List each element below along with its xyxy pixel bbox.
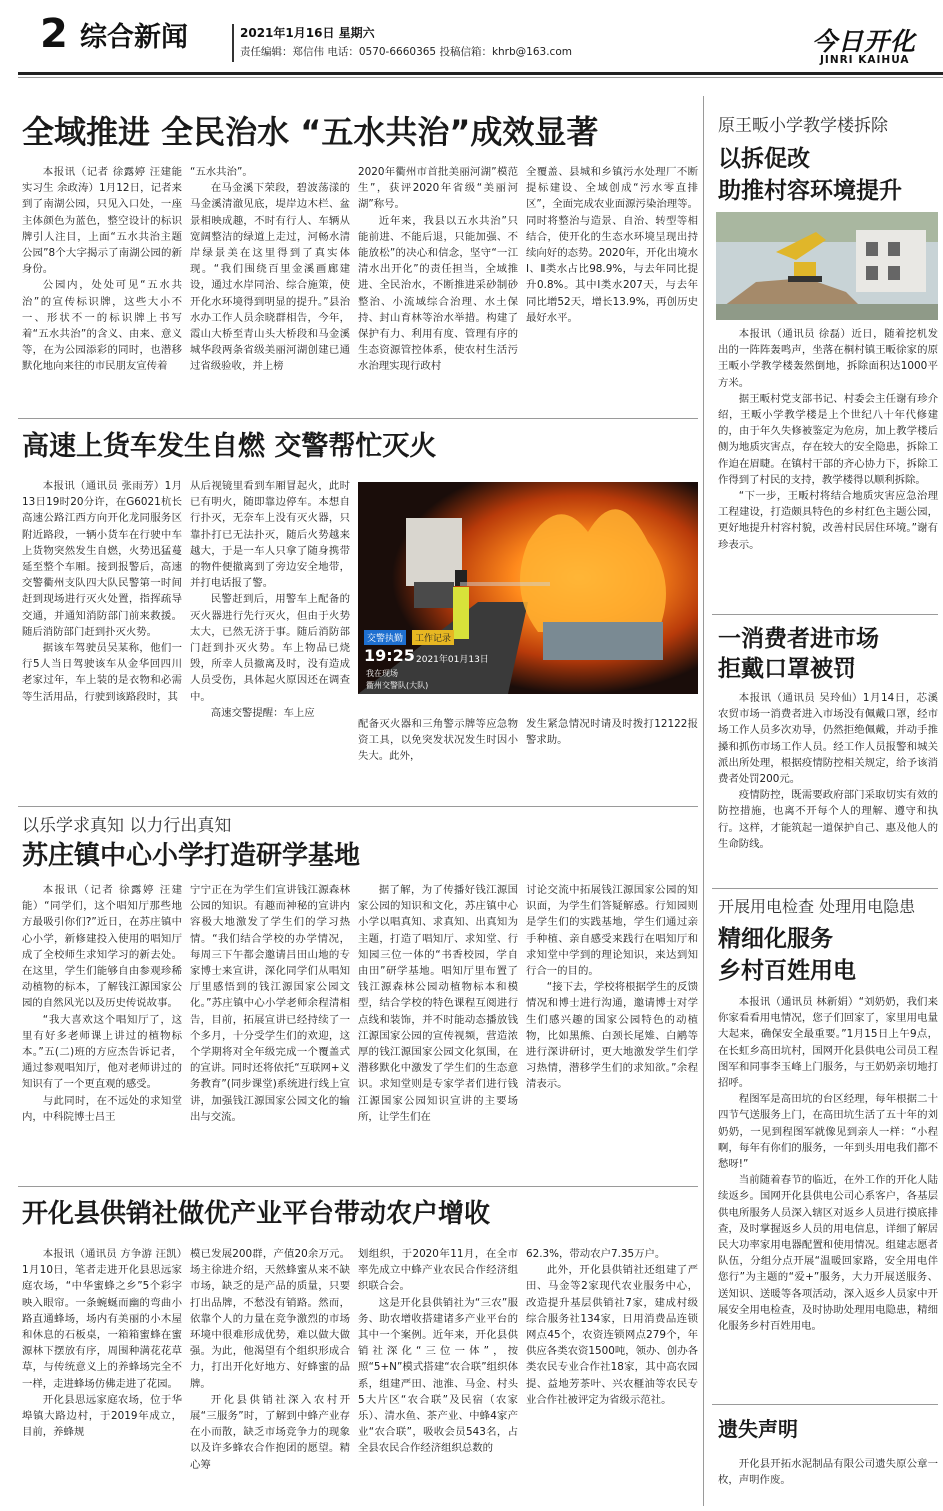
paragraph: 程图军是高田坑的台区经理，每年根据二十四节气送服务上门，在高田坑生活了五十年的刘奶奶，一见到程图军就像见到亲人一样：“小程啊，每年有你们的服务，一年到头用电我们都不愁呀!” <box>718 1093 938 1171</box>
article3-headline: 苏庄镇中心小学打造研学基地 <box>22 841 361 871</box>
sidebar-divider <box>703 96 704 1506</box>
paragraph: 配备灭火器和三角警示牌等应急物资工具，以免突发状况发生时因小失大。此外， <box>358 718 518 763</box>
sidebar2-body <box>718 690 938 880</box>
paragraph: 开化县供销社深入农村开展“三服务”时，了解到中蜂产业存在小而散，缺乏市场竞争力的现象以及许多蜂农合作抱团的愿望。精心筹 <box>190 1393 350 1471</box>
paragraph: 讨论交流中拓展钱江源国家公园的知识面，为学生们答疑解惑。行知园则是学生们的实践基地，学生们通过亲手种植、亲自感受来践行在唱知厅和求知堂中学到的理论知识，来达到知行合一的目的。 <box>526 884 698 978</box>
paragraph: 疫情防控，既需要政府部门采取切实有效的防控措施，也离不开每个人的理解、遵守和执行。这样，才能筑起一道保护自己、惠及他人的生命防线。 <box>718 789 938 850</box>
paragraph: 本报讯（通讯员 吴玲仙）1月14日，芯溪农贸市场一消费者进入市场没有佩戴口罩，经市场工作人员多次劝导，仍然拒绝佩戴，并动手推搡和抓伤市场工作人员。经工作人员报警和城关派出所处理，根据疫情防控相关规定，给予该消费者处罚200元。 <box>718 692 938 786</box>
article4-col1 <box>22 1246 182 1504</box>
paragraph: 本报讯（通讯员 徐磊）近日，随着挖机发出的一阵阵轰鸣声，坐落在桐村镇王畈徐家的原王畈小学教学楼轰然倒地，拆除面积达1000平方米。 <box>718 328 938 389</box>
photo-overlay-time: 19:25 <box>364 646 415 665</box>
divider <box>712 1404 938 1405</box>
article3-col3 <box>358 882 518 1180</box>
paragraph: 当前随着春节的临近，在外工作的开化人陆续返乡。国网开化县供电公司心系客户，各基层供电所服务人员深入辖区对返乡人员进行摸底排查，及时掌握返乡人员的用电信息，详细了解居民大功率家用电器配置和使用情况。组建志愿者队伍，分组分点开展“温暖回家路，安全用电伴您行”为主题的“爱+”服务，大力开展送服务、送知识、送暖等各项活动，深入返乡人员家中开展安全用电检查，及时协助处理用电隐患，精细化服务乡村百姓用电。 <box>718 1174 938 1333</box>
article1-col1 <box>22 164 182 410</box>
article2-headline: 高速上货车发生自燃 交警帮忙灭火 <box>22 431 437 462</box>
article2-col4 <box>526 716 698 798</box>
article4-col3 <box>358 1246 518 1504</box>
notice-headline: 遗失声明 <box>718 1417 798 1441</box>
paragraph: 公园内，处处可见“五水共治”的宣传标识牌，这些大小不一、形状不一的标识牌上书写着“五水共治”的含义、由来、意义等，在为公园添彩的同时，也潜移默化地向来往的市民朋友宣传着 <box>22 279 182 373</box>
paragraph: 模已发展200群，产值20余万元。场主徐进介绍，天然蜂蜜从来不缺市场，缺乏的是产品的质量，只要打出品牌，不愁没有销路。然而，依靠个人的力量在竞争激烈的市场环境中很难形成优势，难以做大做强。为此，他渴望有个组织形成合力，打出开化好地方、好蜂蜜的品牌。 <box>190 1248 350 1390</box>
article1-col4 <box>526 164 698 410</box>
photo-overlay-date: 2021年01月13日 <box>416 655 489 665</box>
paragraph: 在马金溪下荣段，碧波荡漾的马金溪清澈见底，堤岸边木栏、盆景相映成趣，不时有行人、车辆从宽阔整洁的绿道上走过，河畅水清岸绿景美在这里得到了真实体现。“我们围绕百里金溪画廊建设，通过水岸同治、综合施策，使开化水环境得到明显的提升。”县治水办工作人员余晓群相告，今年，霞山大桥至青山头大桥段和马金溪城华段两条省级美丽河湖创建已通过省级验收，并上榜 <box>190 182 350 373</box>
paragraph: 据该车驾驶员吴某称，他们一行5人当日驾驶该车从金华回四川老家过年，车上装的是衣物和必需等生活用品，行驶到该路段时，其 <box>22 642 182 703</box>
photo-overlay-line2: 衢州交警队(大队) <box>366 681 429 690</box>
paragraph: 近年来，我县以五水共治”只能前进、不能后退，只能加强、不能放松”的决心和信念，坚守“一江清水出开化”的责任担当，全域推进、全民治水，不断推进采砂制砂整治、小流域综合治理、水土保持、封山育林等治水举措。构建了保护有力、利用有度、管理有序的生态资源管控体系，使农村生活污水治理实现行政村 <box>358 214 518 373</box>
paragraph: 开化县开拓水泥制品有限公司遗失原公章一枚，声明作废。 <box>718 1458 938 1487</box>
divider <box>712 614 938 615</box>
paragraph: “我大喜欢这个唱知厅了，这里有好多老师课上讲过的植物标本。”五(二)班的方应杰告诉记者，通过参观唱知厅，他对老师讲过的知识有了一个更直观的感受。 <box>22 1013 182 1091</box>
paragraph: 宁宁正在为学生们宣讲钱江源森林公园的知识。有趣而神秘的宣讲内容极大地激发了学生们的学习热情。“我们结合学校的办学情况，每周三下午都会邀请吕田山地的专家博士来宣讲，深化同学们从唱知厅里感悟到的钱江源国家公园文化。”苏庄镇中心小学老师余程清相告，目前，拓展宣讲已经持续了一个多月，十分受学生们的欢迎，这个学期将对全年级完成一个覆盖式的宣讲。同时还将依托“互联网+义务教育”(同步课堂)系统进行线上宣讲，加强钱江源国家公园文化的输出与交流。 <box>190 884 350 1123</box>
paragraph: 62.3%，带动农户7.35万户。 <box>526 1248 666 1260</box>
paragraph: 本报讯（通讯员 林新娟）“刘奶奶，我们来你家看看用电情况，您子们回家了，家里用电量大起来，确保安全最重要。”1月15日上午9点，在长虹乡高田坑村，国网开化县供电公司员工程图军和同事李玉峰上门服务，与王奶奶亲切地打招呼。 <box>718 996 938 1090</box>
masthead <box>0 0 943 72</box>
paragraph: 这是开化县供销社为“三农”服务、助农增收搭建诸多产业平台的其中一个案例。近年来，开化县供销社深化“三位一体”，按照“5+N”模式搭建“农合联”组织体系，组建严田、池淮、马金、村头5大片区“农合联”及民宿（农家乐）、清水鱼、茶产业、中蜂4家产业“农合联”，吸收会员543名，占全县农民合作经济组织总数的 <box>358 1296 518 1455</box>
paragraph: 与此同时，在不远处的求知堂内，中科院博士吕王 <box>22 1094 182 1123</box>
paper-logo: 今日开化 <box>812 27 917 56</box>
sidebar3-body <box>718 994 938 1380</box>
paragraph: 2020年衢州市首批美丽河湖”模范生”，获评2020年省级“美丽河湖”称号。 <box>358 166 518 211</box>
issue-date: 2021年1月16日 星期六 <box>240 26 375 40</box>
paper-logo-en: JINRI KAIHUA <box>820 54 910 66</box>
paragraph: 全覆盖、县城和乡镇污水处理厂不断提标建设、全域创成“污水零直排区”，全面完成农业面源污染治理等。同时将整治与造景、自治、转型等相结合，使开化的生态水环境呈现出持续向好的态势。2020年，开化出境水Ⅰ、Ⅱ类水占比98.9%，与去年同比提升0.8%。其中Ⅰ类水207天，与去年同比增52天，增长13.9%，再创历史最好水平。 <box>526 166 698 324</box>
masthead-rule <box>18 72 943 75</box>
photo-overlay-line1: 我在现场 <box>366 669 398 678</box>
masthead-rule-thin <box>18 77 943 78</box>
demolition-photo-drawing <box>716 212 938 320</box>
paragraph: 本报讯（通讯员 方争游 汪凯）1月10日，笔者走进开化县思远家庭农场，“中华蜜蜂之乡”5个彩字映入眼帘。一条蜿蜒而幽的弯曲小路直通蜂场，场内有美丽的小木屋和休息的石板桌，一箱箱蜜蜂在蜜源林下摆放有序，周围种满花花草草，与传统意义上的养蜂场完全不一样，走进蜂场仿佛走进了花园。 <box>22 1248 182 1390</box>
paragraph: 高速交警提醒：车上应 <box>210 706 315 719</box>
sidebar1-kicker: 原王畈小学教学楼拆除 <box>718 116 888 136</box>
article1-headline: 全域推进 全民治水 “五水共治”成效显著 <box>22 113 599 151</box>
paragraph: 此外，开化县供销社还组建了严田、马金等2家现代农业服务中心，改造提升基层供销社7家，建成村级综合服务社134家，日用消费品连锁网点45个，农资连锁网点279个，年供应各类农资1500吨，领办、创办各类农民专业合作社18家，其中高农园提、益地芳茶叶、兴农榧油等农民专业合作社被评定为省级示范社。 <box>526 1264 698 1406</box>
demolition-photo <box>716 212 938 320</box>
paragraph: 开化县思远家庭农场，位于华埠镇大路边村，于2019年成立，目前，养蜂规 <box>22 1393 182 1439</box>
paragraph: “接下去，学校将根据学生的反馈情况和博士进行沟通，邀请博士对学生们感兴趣的国家公园特色的动植物，比如黑熊、白颈长尾雉、白鹇等进行深讲研讨，更大地激发学生们学习热情，潜移学生们的求知欲。”余程清表示。 <box>526 981 698 1091</box>
paragraph: 据了解，为了传播好钱江源国家公园的知识和文化，苏庄镇中心小学以唱真知、求真知、出真知为主题，打造了唱知厅、求知堂、行知园三位一体的“书香校园，学自由田”研学基地。唱知厅里布置了钱江源森林公园动植物标本和模型，结合学校的特色课程互阅进行点线和装饰，并不时能动态播放钱江源国家公园的宣传视频，营造浓厚的钱江源国家公园文化氛围，在潜移默化中激发了学生们的生态意识。求知堂则是专家学者们进行钱江源国家公园知识宣讲的主要场所，让学生们在 <box>358 884 518 1123</box>
paragraph: 民警赶到后，用警车上配备的灭火器进行先行灭火，但由于火势太大，已然无济于事。随后消防部门赶到扑灭火势。车上物品已烧毁，所幸人员撤离及时，没有造成人员受伤，具体起火原因还在调查中。 <box>190 593 350 703</box>
paragraph: 本报讯（通讯员 张雨芳）1月13日19时20分许，在G6021杭长高速公路江西方向开化龙同服务区附近路段，一辆小货车在行驶中车上货物突然发生自燃，火势迅猛蔓延至整个车厢。接到报警后，高速交警衢州支队四大队民警第一时间赶到现场进行灭火处置，指挥疏导交通，并通知消防部门前来救援。随后消防部门赶到扑灭火势。 <box>22 480 182 638</box>
paragraph: 发生紧急情况时请及时拨打12122报警求助。 <box>526 718 698 747</box>
divider <box>18 418 698 419</box>
article2-col3 <box>358 716 518 798</box>
fire-photo <box>358 482 698 694</box>
article2-col2 <box>190 478 350 798</box>
article4-col4 <box>526 1246 698 1504</box>
article1-col2 <box>190 164 350 410</box>
divider <box>712 888 938 889</box>
article4-headline: 开化县供销社做优产业平台带动农户增收 <box>22 1199 491 1229</box>
sidebar3-headline-line2: 乡村百姓用电 <box>718 958 856 984</box>
paragraph: 划组织，于2020年11月，在全市率先成立中蜂产业农民合作经济组织联合会。 <box>358 1248 518 1293</box>
article3-col1 <box>22 882 182 1180</box>
sidebar3-headline-line1: 精细化服务 <box>718 926 833 952</box>
paragraph: 本报讯（记者 徐露婷 汪建能）“同学们，这个唱知厅那些地方最吸引你们?”近日，在苏庄镇中心小学，新修建投入使用的唱知厅成了全校师生求知学习的新去处。在这里，学生们能够自由参观珍稀动植物的标本，了解钱江源国家公园的自然风光以及历史传说故事。 <box>22 884 182 1010</box>
article1-col3 <box>358 164 518 410</box>
page-number: 2 <box>40 11 68 57</box>
notice-body <box>718 1456 938 1506</box>
photo-overlay-tag: 交警执勤 <box>364 630 406 645</box>
photo-overlay-tag2: 工作记录 <box>412 630 454 645</box>
staff-line: 责任编辑：郑信伟 电话：0570-6660365 投稿信箱：khrb@163.com <box>240 46 572 58</box>
sidebar1-headline-line1: 以拆促改 <box>718 146 810 172</box>
section-title: 综合新闻 <box>80 22 188 53</box>
sidebar2-headline-line2: 拒戴口罩被罚 <box>718 656 856 682</box>
paragraph: 本报讯（记者 徐露婷 汪建能 实习生 余政涛）1月12日，记者来到了南湖公园，只见入口处，一座主体颜色为蓝色，整空设计的标识牌引人注目，上面“五水共治主题公园”8个大字揭示了南湖公园的新身份。 <box>22 166 182 276</box>
sidebar3-kicker: 开展用电检查 处理用电隐患 <box>718 897 916 916</box>
article4-col2 <box>190 1246 350 1504</box>
divider <box>18 806 698 807</box>
masthead-divider <box>232 24 234 62</box>
sidebar1-body <box>718 326 938 610</box>
divider <box>18 1186 698 1187</box>
article3-col4 <box>526 882 698 1180</box>
article2-col1 <box>22 478 182 798</box>
paragraph: 据王畈村党支部书记、村委会主任谢有珍介绍，王畈小学教学楼是上个世纪八十年代修建的，由于年久失修被鉴定为危房，加上教学楼后侧为地质灾害点，存在较大的安全隐患，拆除工作迫在眉睫。在镇村干部的齐心协力下，拆除工作得到了村民的支持，教学楼得以顺利拆除。 <box>718 392 938 486</box>
article3-col2 <box>190 882 350 1180</box>
article3-kicker: 以乐学求真知 以力行出真知 <box>22 816 232 836</box>
sidebar2-headline-line1: 一消费者进市场 <box>718 626 879 652</box>
paragraph: “下一步，王畈村将结合地质灾害应急治理工程建设，打造颇具特色的乡村红色主题公园，更好地提升村容村貌，改善村民居住环境。”谢有珍表示。 <box>718 490 938 551</box>
paragraph: 从后视镜里看到车厢冒起火，此时已有明火，随即靠边停车。本想自行扑灭，无奈车上没有灭火器，只靠扑打已无法扑灭，随后火势越来越大，于是一车人只拿了随身携带的物件便撤离到了旁边安全地带，并打电话报了警。 <box>190 480 350 590</box>
paragraph: “五水共治”。 <box>190 166 253 178</box>
sidebar1-headline-line2: 助推村容环境提升 <box>718 178 902 204</box>
